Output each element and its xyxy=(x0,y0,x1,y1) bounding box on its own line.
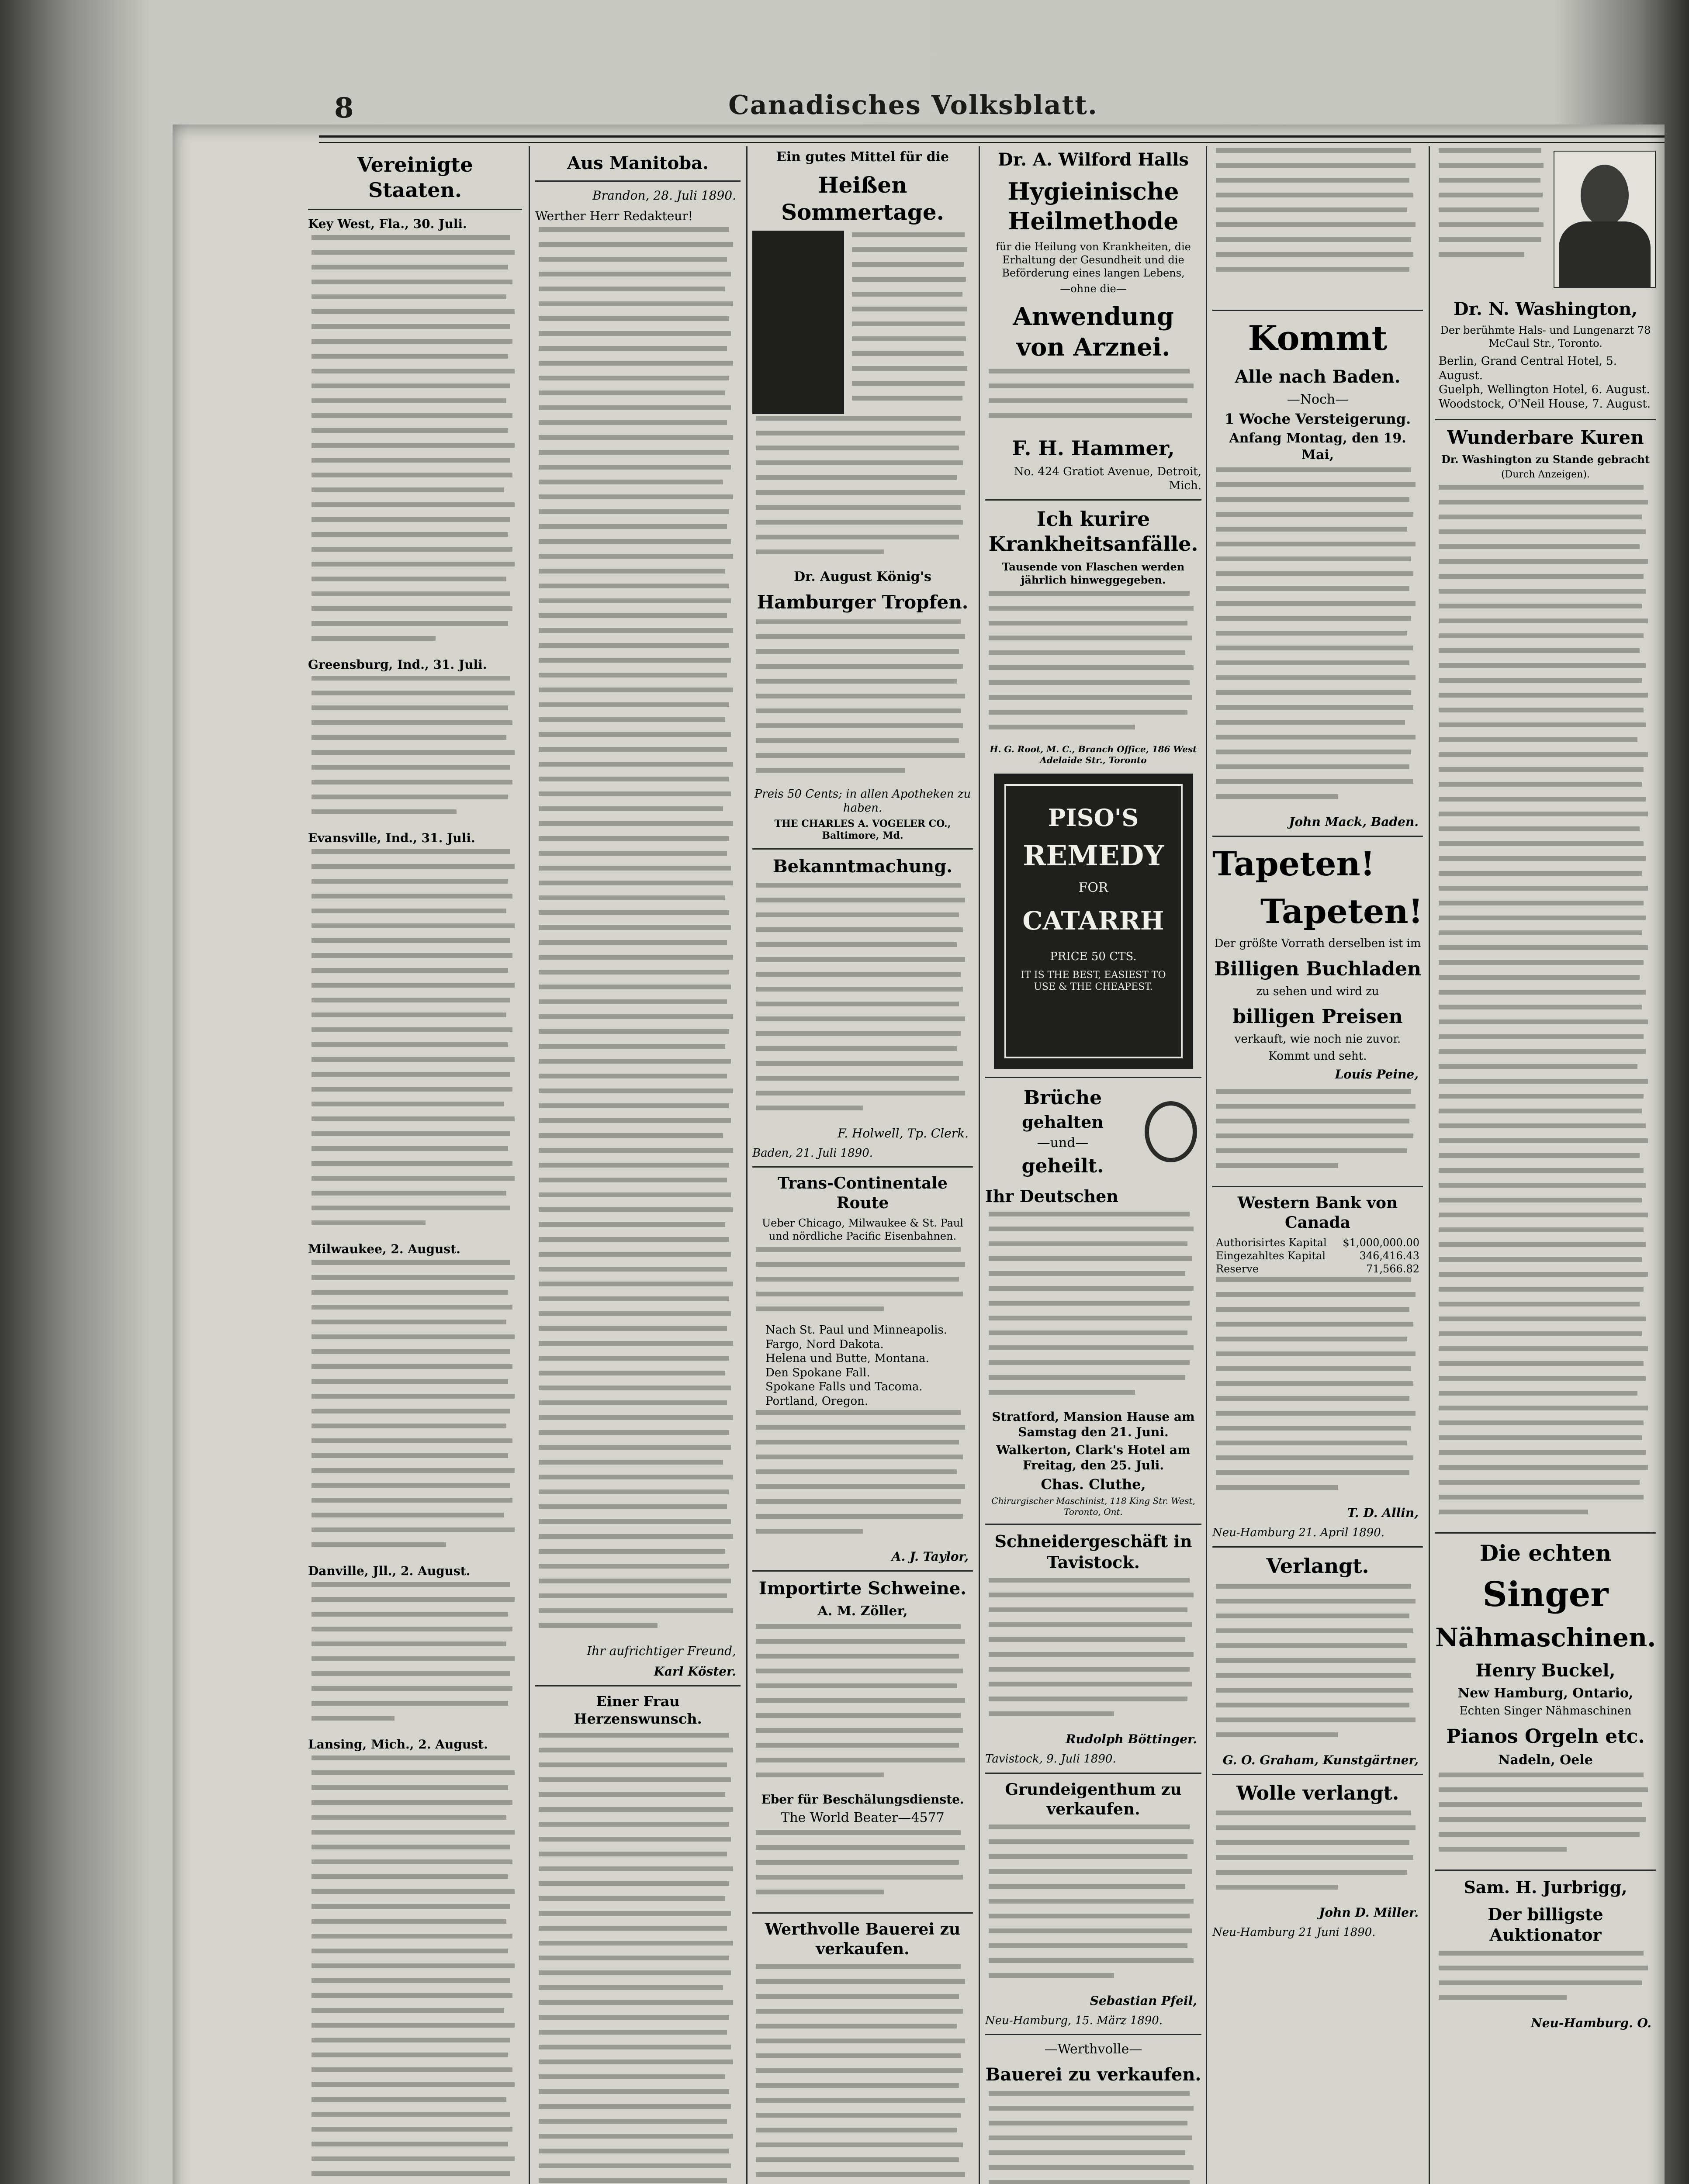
jurbrigg-name: Sam. H. Jurbrigg, xyxy=(1464,1877,1627,1897)
column-continuation xyxy=(1212,146,1423,304)
signature: Karl Köster. xyxy=(654,1664,736,1679)
woche: 1 Woche Versteigerung. xyxy=(1224,411,1411,427)
col1-heading: Vereinigte Staaten. xyxy=(357,153,473,202)
route-place: Portland, Oregon. xyxy=(765,1394,869,1408)
dateline: Evansville, Ind., 31. Juli. xyxy=(308,831,475,845)
column-divider xyxy=(746,146,748,2184)
article-text xyxy=(308,1754,522,2184)
rule xyxy=(1435,419,1656,420)
bank-row xyxy=(1216,1236,1419,1249)
visit: Berlin, Grand Central Hotel, 5. August. xyxy=(1439,355,1617,382)
dateline: Key West, Fla., 30. Juli. xyxy=(308,217,467,231)
kurire-text xyxy=(985,589,1201,741)
bank-value: 71,566.82 xyxy=(1366,1263,1419,1275)
bauerei-text xyxy=(985,2089,1201,2184)
bank-value: 346,416.43 xyxy=(1359,1250,1419,1262)
kuren-sub: Dr. Washington zu Stande gebracht xyxy=(1441,453,1650,466)
anfang: Anfang Montag, den 19. Mai, xyxy=(1229,431,1406,463)
grund-date: Neu-Hamburg, 15. März 1890. xyxy=(985,2014,1163,2027)
farm-heading: Werthvolle Bauerei zu verkaufen. xyxy=(765,1920,961,1958)
walkerton: Walkerton, Clark's Hotel am Freitag, den 25. Juli. xyxy=(996,1443,1191,1472)
buckel-place: New Hamburg, Ontario, xyxy=(1457,1685,1634,1701)
route-sub: Ueber Chicago, Milwaukee & St. Paul und nördliche Pacific Eisenbahnen. xyxy=(761,1217,964,1242)
article-text xyxy=(308,1580,522,1732)
kurire-heading: Ich kurire Krankheitsanfälle. xyxy=(988,507,1198,556)
rule xyxy=(535,1685,741,1686)
bank-label: Eingezahltes Kapital xyxy=(1216,1250,1326,1262)
bauerei-heading: Bauerei zu verkaufen. xyxy=(985,2064,1201,2085)
ad-banner: Ein gutes Mittel für die xyxy=(776,149,949,165)
schneider-date: Tavistock, 9. Juli 1890. xyxy=(985,1752,1116,1766)
bauerei-pre: —Werthvolle— xyxy=(1044,2042,1142,2057)
header-rule xyxy=(319,135,1665,143)
kurire-address: H. G. Root, M. C., Branch Office, 186 West Adelaide Str., Toronto xyxy=(990,743,1197,765)
ohne: —ohne die— xyxy=(1060,283,1127,295)
kommt-sub: Alle nach Baden. xyxy=(1235,366,1401,387)
rule xyxy=(1212,1186,1423,1187)
price: Preis 50 Cents; in allen Apotheken zu haben. xyxy=(754,787,971,815)
naehm-heading: Nähmaschinen. xyxy=(1435,1623,1656,1652)
letter-text xyxy=(535,225,741,1640)
ad-text xyxy=(1435,146,1549,292)
ad-illustration xyxy=(752,231,844,414)
article-text xyxy=(308,1258,522,1559)
route-text xyxy=(752,1245,973,1323)
column-divider xyxy=(529,146,530,2184)
wolle-date: Neu-Hamburg 21 Juni 1890. xyxy=(1212,1926,1376,1939)
column-5 xyxy=(1212,146,1423,2184)
route-place: Fargo, Nord Dakota. xyxy=(765,1337,884,1351)
tapeten-heading: Tapeten! xyxy=(1212,844,1375,883)
pigs-text xyxy=(752,1622,973,1789)
pigs-heading: Importirte Schweine. xyxy=(758,1578,967,1599)
rule xyxy=(1212,1546,1423,1548)
route-places xyxy=(752,1323,973,1408)
ad-heading: Heißen Sommertage. xyxy=(781,172,945,225)
rule xyxy=(985,1524,1201,1525)
article-text xyxy=(308,674,522,826)
kommt-seht: Kommt und seht. xyxy=(1268,1049,1367,1063)
col2-heading: Aus Manitoba. xyxy=(567,153,709,173)
bank-agent: T. D. Allin, xyxy=(1347,1506,1419,1520)
piso-ad xyxy=(994,774,1193,1069)
arznei-heading: Anwendung von Arznei. xyxy=(1013,302,1174,362)
vorrath: Der größte Vorrath derselben ist im xyxy=(1214,937,1421,950)
doctor-portrait xyxy=(1554,151,1656,288)
column-divider xyxy=(1429,146,1430,2184)
rule xyxy=(752,1570,973,1572)
salutation: Werther Herr Redakteur! xyxy=(535,209,693,223)
visit: Woodstock, O'Neil House, 7. August. xyxy=(1439,397,1651,411)
dateline: Greensburg, Ind., 31. Juli. xyxy=(308,657,487,672)
rule xyxy=(985,1077,1201,1078)
route-agent: A. J. Taylor, xyxy=(891,1549,969,1564)
product: Hamburger Tropfen. xyxy=(757,591,969,613)
kommt-heading: Kommt xyxy=(1248,318,1388,358)
boar-heading: Eber für Beschälungsdienste. xyxy=(761,1792,964,1807)
closing: Ihr aufrichtiger Freund, xyxy=(587,1644,736,1658)
ad-text xyxy=(848,231,973,414)
ad-text xyxy=(985,367,1201,430)
column-2 xyxy=(535,146,741,2184)
kuren-heading: Wunderbare Kuren xyxy=(1447,427,1644,448)
singer-text xyxy=(1435,1771,1656,1863)
kuren-text xyxy=(1435,483,1656,1526)
notice-text xyxy=(752,881,973,1122)
route-text xyxy=(752,1408,973,1545)
route-place: Nach St. Paul und Minneapolis. xyxy=(765,1324,948,1337)
buckel-sub: Echten Singer Nähmaschinen xyxy=(1459,1704,1632,1717)
jurbrigg-place: Neu-Hamburg. O. xyxy=(1531,2015,1651,2030)
bank-text xyxy=(1212,1275,1423,1502)
grund-heading: Grundeigenthum zu verkaufen. xyxy=(1005,1780,1182,1818)
singer-heading: Singer xyxy=(1482,1574,1609,1614)
column-3 xyxy=(752,146,973,2184)
agent-name: F. H. Hammer, xyxy=(1012,436,1175,460)
notice-heading: Bekanntmachung. xyxy=(772,856,953,877)
route-place: Den Spokane Fall. xyxy=(765,1366,870,1379)
doctor-sub: Der berühmte Hals- und Lungenarzt 78 McCaul Str., Toronto. xyxy=(1440,324,1651,349)
dateline: Lansing, Mich., 2. August. xyxy=(308,1737,488,1752)
cluthe-name: Chas. Cluthe, xyxy=(1041,1476,1146,1493)
bank-row xyxy=(1216,1262,1419,1275)
bruche-text xyxy=(985,1210,1201,1406)
doctor-ad-top xyxy=(1435,146,1656,292)
page-header xyxy=(162,92,1665,144)
wolle-text xyxy=(1212,1809,1423,1901)
piso-brand: PISO'S xyxy=(1048,803,1139,832)
wolle-sign: John D. Miller. xyxy=(1319,1905,1419,1920)
singer-pre: Die echten xyxy=(1479,1540,1612,1566)
bruche-heading: gehalten xyxy=(1022,1112,1104,1132)
date: Baden, 21. Juli 1890. xyxy=(752,1146,873,1160)
rule xyxy=(752,848,973,850)
piso-catarrh: CATARRH xyxy=(1022,905,1164,936)
louis-peine: Louis Peine, xyxy=(1335,1067,1419,1082)
bank-value: $1,000,000.00 xyxy=(1343,1237,1419,1249)
jurbrigg-text xyxy=(1435,1949,1656,2012)
signature: F. Holwell, Tp. Clerk. xyxy=(838,1126,969,1140)
cluthe-sub: Chirurgischer Maschinist, 118 King Str. West, Toronto, Ont. xyxy=(991,1496,1195,1517)
bank-label: Reserve xyxy=(1216,1263,1259,1275)
tapeten-heading: Tapeten! xyxy=(1260,892,1423,931)
ad-text xyxy=(1212,146,1423,283)
rule xyxy=(1212,1774,1423,1775)
rule xyxy=(752,1166,973,1168)
billigen: Billigen Buchladen xyxy=(1214,957,1422,980)
john-mack: John Mack, Baden. xyxy=(1289,815,1419,829)
hygiene-sub: für die Heilung von Krankheiten, die Erhaltung der Gesundheit und die Beförderung eines langen Lebens, xyxy=(996,241,1191,279)
rule xyxy=(535,180,741,182)
verlangt-sign: G. O. Graham, Kunstgärtner, xyxy=(1222,1753,1419,1767)
peine-text xyxy=(1212,1087,1423,1180)
visit: Guelph, Wellington Hotel, 6. August. xyxy=(1439,383,1650,396)
piso-for: FOR xyxy=(1078,880,1108,895)
buckel-name: Henry Buckel, xyxy=(1475,1660,1616,1681)
bruche-ad xyxy=(985,1084,1201,1180)
doctor-name: Dr. A. Wilford Halls xyxy=(998,149,1189,170)
rule xyxy=(985,2034,1201,2035)
hygiene-heading: Hygieinische Heilmethode xyxy=(1007,177,1179,235)
grund-sign: Sebastian Pfeil, xyxy=(1090,1993,1197,2008)
bruche-heading: —und— xyxy=(1037,1135,1089,1151)
bruche-headings xyxy=(985,1084,1140,1180)
column-divider xyxy=(1206,146,1207,2184)
rule xyxy=(308,209,522,210)
schneider-text xyxy=(985,1576,1201,1728)
page-number: 8 xyxy=(334,92,354,124)
boar-text xyxy=(752,1828,973,1906)
rule xyxy=(985,1773,1201,1774)
schneider-sign: Rudolph Böttinger. xyxy=(1066,1732,1197,1746)
doctor-visits xyxy=(1435,352,1656,413)
truss-illustration xyxy=(1140,1097,1201,1167)
route-place: Spokane Falls und Tacoma. xyxy=(765,1380,923,1393)
bruche-heading: Brüche xyxy=(1023,1086,1102,1109)
rule xyxy=(1435,1870,1656,1871)
ad-body xyxy=(752,231,973,414)
deutsche-heading: Ihr Deutschen xyxy=(985,1186,1118,1206)
piso-remedy: REMEDY xyxy=(1023,840,1164,872)
bruche-heading: geheilt. xyxy=(1021,1154,1104,1177)
bank-date: Neu-Hamburg 21. April 1890. xyxy=(1212,1526,1385,1539)
pigs-owner: A. M. Zöller, xyxy=(817,1603,908,1619)
kuren-sub-2: (Durch Anzeigen). xyxy=(1501,469,1590,480)
auktionator: Der billigste Auktionator xyxy=(1488,1904,1603,1945)
col2-heading-2: Einer Frau Herzenswunsch. xyxy=(574,1693,702,1727)
stratford: Stratford, Mansion Hause am Samstag den 21. Juni. xyxy=(992,1410,1195,1439)
article-text xyxy=(308,233,522,653)
ad-text xyxy=(752,618,973,784)
rule xyxy=(1435,1532,1656,1534)
noch: —Noch— xyxy=(1287,391,1349,407)
brand: Dr. August König's xyxy=(794,569,931,584)
ad-text xyxy=(752,414,973,566)
newspaper-title: Canadisches Volksblatt. xyxy=(728,90,1098,121)
rule xyxy=(1212,310,1423,311)
route-heading: Trans-Continentale Route xyxy=(778,1174,948,1212)
bank-table xyxy=(1212,1236,1423,1275)
wolle-heading: Wolle verlangt. xyxy=(1236,1782,1399,1804)
piso-price: PRICE 50 CTS. xyxy=(1050,950,1137,963)
piso-frame xyxy=(1004,784,1183,1058)
agent-address: No. 424 Gratiot Avenue, Detroit, Mich. xyxy=(1014,465,1201,492)
schneider-heading: Schneidergeschäft in Tavistock. xyxy=(994,1531,1192,1572)
column-6 xyxy=(1435,146,1656,2184)
dateline: Danville, Jll., 2. August. xyxy=(308,1564,471,1578)
bank-row xyxy=(1216,1249,1419,1262)
column-1 xyxy=(308,146,522,2184)
preisen-sub: verkauft, wie noch nie zuvor. xyxy=(1234,1033,1401,1046)
bank-heading: Western Bank von Canada xyxy=(1237,1194,1398,1232)
verlangt-text xyxy=(1212,1582,1423,1749)
nadeln: Nadeln, Oele xyxy=(1498,1752,1593,1768)
grund-text xyxy=(985,1823,1201,1990)
bank-label: Authorisirtes Kapital xyxy=(1216,1237,1327,1249)
billigen-sub: zu sehen und wird zu xyxy=(1256,985,1379,998)
article-text xyxy=(535,1731,741,2184)
verlangt-heading: Verlangt. xyxy=(1266,1554,1369,1578)
route-place: Helena und Butte, Montana. xyxy=(765,1352,929,1365)
rule xyxy=(752,1912,973,1914)
dateline: Brandon, 28. Juli 1890. xyxy=(592,188,736,203)
farm-text xyxy=(752,1963,973,2184)
boar-name: The World Beater—4577 xyxy=(781,1810,945,1825)
doctor-name: Dr. N. Washington, xyxy=(1453,299,1638,319)
article-text xyxy=(308,847,522,1237)
kurire-sub: Tausende von Flaschen werden jährlich hinweggegeben. xyxy=(1002,560,1185,586)
piso-best: IT IS THE BEST, EASIEST TO USE & THE CHEAPEST. xyxy=(1021,969,1166,992)
column-divider xyxy=(979,146,980,2184)
rule xyxy=(985,499,1201,501)
rule xyxy=(1212,836,1423,837)
auction-text xyxy=(1212,466,1423,811)
preisen: billigen Preisen xyxy=(1232,1006,1403,1028)
pianos: Pianos Orgeln etc. xyxy=(1446,1725,1645,1748)
dateline: Milwaukee, 2. August. xyxy=(308,1242,460,1256)
column-4 xyxy=(985,146,1201,2184)
company: THE CHARLES A. VOGELER CO., Baltimore, Md. xyxy=(774,818,951,841)
